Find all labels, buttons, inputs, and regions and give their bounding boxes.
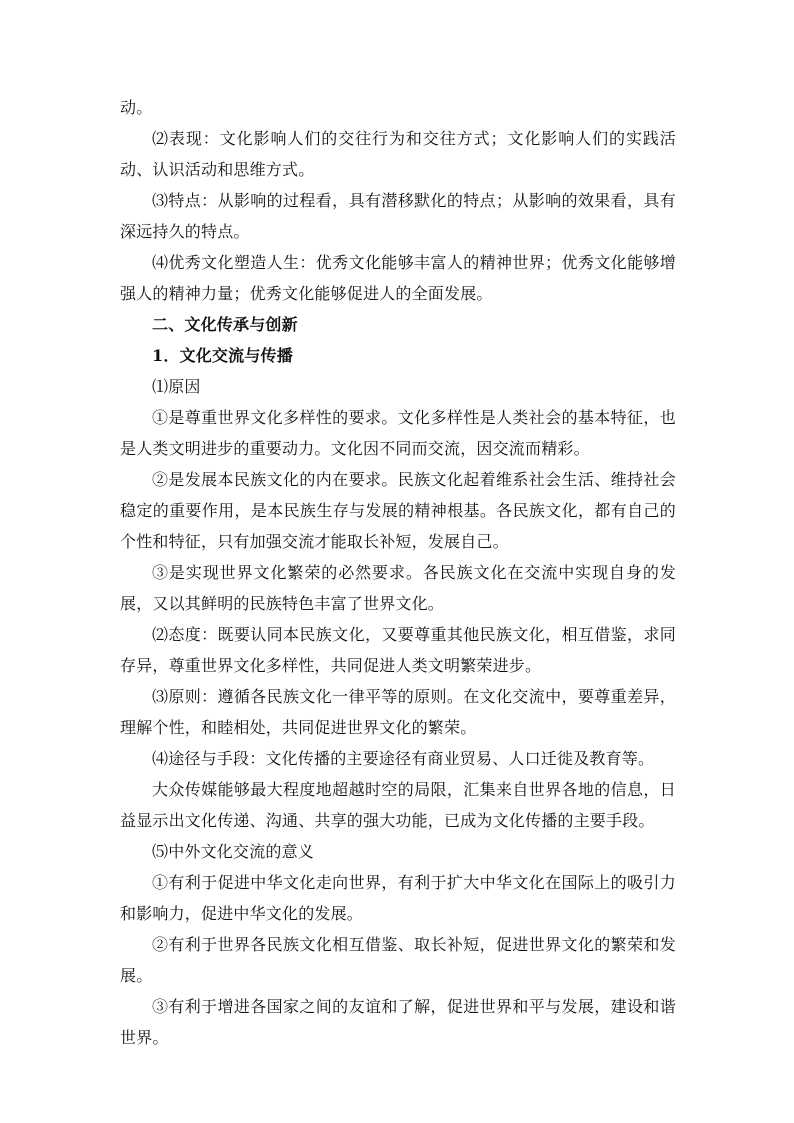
paragraph-attitude: ⑵态度：既要认同本民族文化，又要尊重其他民族文化，相互借鉴，求同存异，尊重世界文化多样性，共同促进人类文明繁荣进步。 bbox=[120, 625, 676, 675]
paragraph-reason-2: ②是发展本民族文化的内在要求。民族文化起着维系社会生活、维持社会稳定的重要作用，是本民族生存与发展的精神根基。各民族文化，都有自己的个性和特征，只有加强交流才能取长补短，发展自己。 bbox=[120, 470, 676, 551]
paragraph-channels: ⑷途径与手段：文化传播的主要途径有商业贸易、人口迁徙及教育等。 bbox=[152, 749, 655, 768]
paragraph-significance-1: ①有利于促进中华文化走向世界，有利于扩大中华文化在国际上的吸引力和影响力，促进中华文化的发展。 bbox=[120, 873, 676, 923]
paragraph-reason-3: ③是实现世界文化繁荣的必然要求。各民族文化在交流中实现自身的发展，又以其鲜明的民族特色丰富了世界文化。 bbox=[120, 563, 676, 613]
paragraph-reason-1: ①是尊重世界文化多样性的要求。文化多样性是人类社会的基本特征，也是人类文明进步的重要动力。文化因不同而交流，因交流而精彩。 bbox=[120, 408, 676, 458]
paragraph-excellent-culture: ⑷优秀文化塑造人生：优秀文化能够丰富人的精神世界；优秀文化能够增强人的精神力量；优秀文化能够促进人的全面发展。 bbox=[120, 253, 676, 303]
document-body bbox=[120, 92, 676, 1053]
paragraph-principle: ⑶原则：遵循各民族文化一律平等的原则。在文化交流中，要尊重差异，理解个性，和睦相处，共同促进世界文化的繁荣。 bbox=[120, 687, 676, 737]
paragraph-significance-heading: ⑸中外文化交流的意义 bbox=[152, 842, 315, 861]
paragraph-significance-2: ②有利于世界各民族文化相互借鉴、取长补短，促进世界文化的繁荣和发展。 bbox=[120, 935, 676, 985]
section-heading: 二、文化传承与创新 bbox=[152, 315, 298, 334]
paragraph-continuation: 动。 bbox=[120, 98, 153, 117]
paragraph-significance-3: ③有利于增进各国家之间的友谊和了解，促进世界和平与发展，建设和谐世界。 bbox=[120, 997, 676, 1047]
subsection-heading: 1．文化交流与传播 bbox=[152, 346, 293, 365]
paragraph-characteristics: ⑶特点：从影响的过程看，具有潜移默化的特点；从影响的效果看，具有深远持久的特点。 bbox=[120, 191, 676, 241]
paragraph-expression: ⑵表现：文化影响人们的交往行为和交往方式；文化影响人们的实践活动、认识活动和思维方式。 bbox=[120, 129, 676, 179]
paragraph-mass-media: 大众传媒能够最大程度地超越时空的局限，汇集来自世界各地的信息，日益显示出文化传递、沟通、共享的强大功能，已成为文化传播的主要手段。 bbox=[120, 780, 676, 830]
paragraph-reasons-heading: ⑴原因 bbox=[152, 377, 201, 396]
